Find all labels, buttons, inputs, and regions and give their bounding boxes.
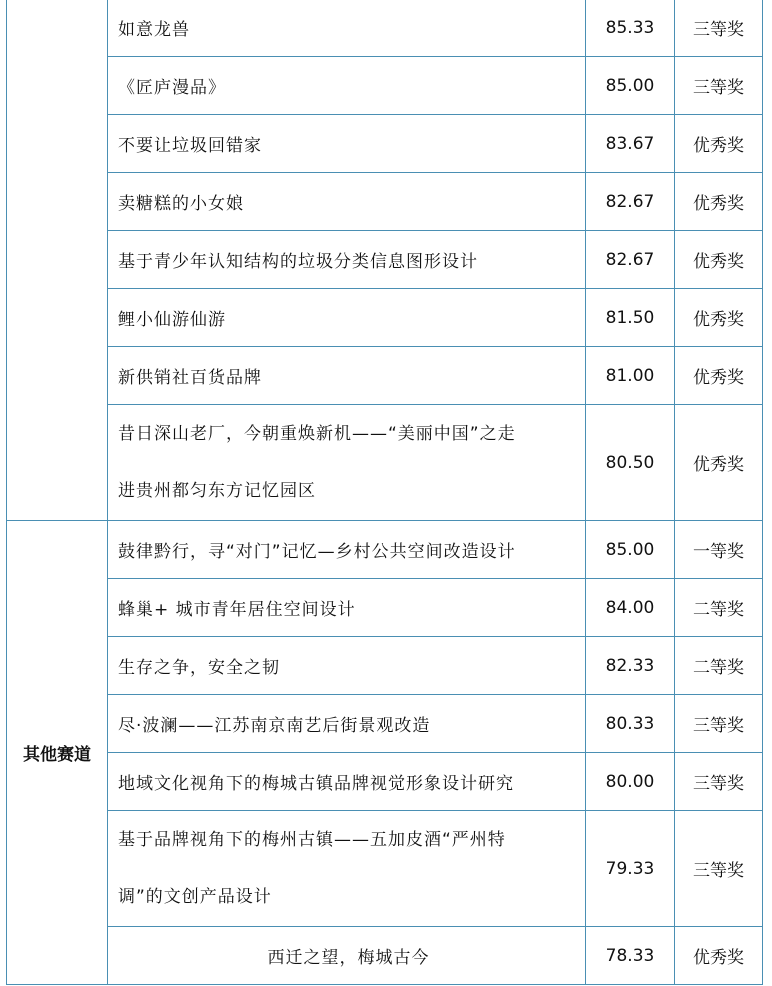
table-row xyxy=(7,579,763,637)
entry-name: 《匠庐漫品》 xyxy=(108,57,586,115)
entry-award: 一等奖 xyxy=(675,521,763,579)
entry-score: 85.00 xyxy=(586,57,675,115)
entry-award: 二等奖 xyxy=(675,579,763,637)
entry-score: 78.33 xyxy=(586,927,675,985)
entry-score: 80.00 xyxy=(586,753,675,811)
entry-award: 三等奖 xyxy=(675,695,763,753)
table-row xyxy=(7,115,763,173)
table-row xyxy=(7,811,763,927)
entry-name: 卖糖糕的小女娘 xyxy=(108,173,586,231)
entry-score: 82.67 xyxy=(586,173,675,231)
entry-name: 鼓律黔行，寻“对门”记忆—乡村公共空间改造设计 xyxy=(108,521,586,579)
table-row xyxy=(7,405,763,521)
entry-score: 81.50 xyxy=(586,289,675,347)
entry-award: 优秀奖 xyxy=(675,405,763,521)
table-row xyxy=(7,173,763,231)
table-row xyxy=(7,927,763,985)
entry-name: 尽·波澜——江苏南京南艺后街景观改造 xyxy=(108,695,586,753)
entry-name: 蜂巢+ 城市青年居住空间设计 xyxy=(108,579,586,637)
entry-name: 西迁之望，梅城古今 xyxy=(108,927,586,985)
entry-award: 优秀奖 xyxy=(675,173,763,231)
entry-name xyxy=(108,811,586,927)
entry-award: 三等奖 xyxy=(675,753,763,811)
table-row xyxy=(7,231,763,289)
entry-award: 优秀奖 xyxy=(675,231,763,289)
entry-name-line2: 调”的文创产品设计 xyxy=(118,886,272,907)
entry-name-line2: 进贵州都匀东方记忆园区 xyxy=(118,480,316,501)
entry-score: 83.67 xyxy=(586,115,675,173)
entry-score: 80.33 xyxy=(586,695,675,753)
category-cell-blank xyxy=(7,0,108,521)
table-row xyxy=(7,289,763,347)
entry-award: 优秀奖 xyxy=(675,347,763,405)
entry-score: 82.67 xyxy=(586,231,675,289)
entry-name-line1: 基于品牌视角下的梅州古镇——五加皮酒“严州特 xyxy=(118,829,506,850)
table-row xyxy=(7,637,763,695)
entry-name: 生存之争，安全之韧 xyxy=(108,637,586,695)
entry-name: 如意龙兽 xyxy=(108,0,586,57)
table-row xyxy=(7,347,763,405)
table-row xyxy=(7,57,763,115)
table-row xyxy=(7,695,763,753)
entry-name: 不要让垃圾回错家 xyxy=(108,115,586,173)
entry-name: 新供销社百货品牌 xyxy=(108,347,586,405)
table-row xyxy=(7,521,763,579)
entry-award: 优秀奖 xyxy=(675,115,763,173)
entry-score: 82.33 xyxy=(586,637,675,695)
entry-award: 三等奖 xyxy=(675,57,763,115)
awards-table xyxy=(6,0,763,985)
entry-award: 优秀奖 xyxy=(675,289,763,347)
entry-score: 84.00 xyxy=(586,579,675,637)
entry-award: 三等奖 xyxy=(675,0,763,57)
entry-award: 二等奖 xyxy=(675,637,763,695)
entry-score: 79.33 xyxy=(586,811,675,927)
entry-score: 85.00 xyxy=(586,521,675,579)
entry-score: 81.00 xyxy=(586,347,675,405)
entry-name xyxy=(108,405,586,521)
entry-award: 三等奖 xyxy=(675,811,763,927)
entry-score: 85.33 xyxy=(586,0,675,57)
entry-name-line1: 昔日深山老厂，今朝重焕新机——“美丽中国”之走 xyxy=(118,423,516,444)
category-cell: 其他赛道 xyxy=(7,521,108,985)
entry-name: 鲤小仙游仙游 xyxy=(108,289,586,347)
entry-name: 地域文化视角下的梅城古镇品牌视觉形象设计研究 xyxy=(108,753,586,811)
entry-name: 基于青少年认知结构的垃圾分类信息图形设计 xyxy=(108,231,586,289)
entry-score: 80.50 xyxy=(586,405,675,521)
table-row xyxy=(7,753,763,811)
entry-award: 优秀奖 xyxy=(675,927,763,985)
table-row xyxy=(7,0,763,57)
